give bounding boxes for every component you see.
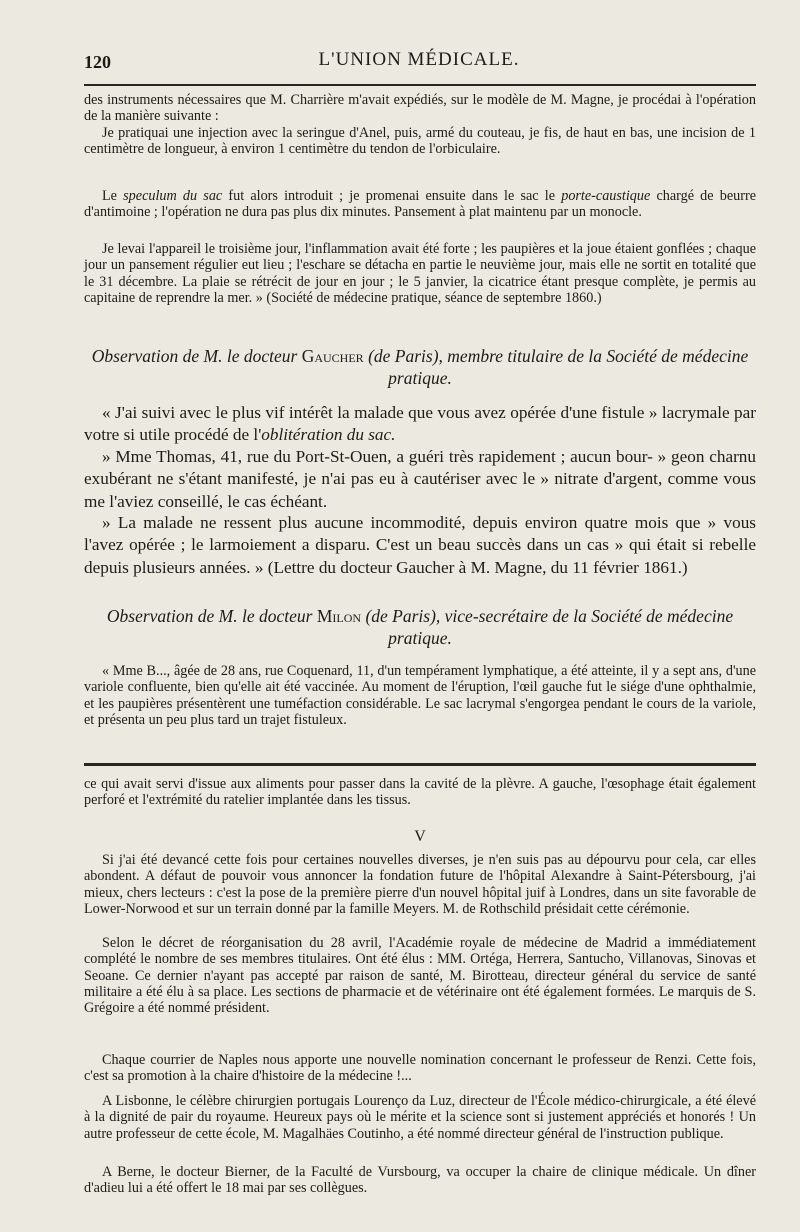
paragraph-academie-madrid: Selon le décret de réorganisation du 28 avril, l'Académie royale de médecine de Madrid a immédiatement complété le nombre de ses membres titulaires. Ont été élus : MM. Ortéga, Herrera, Santucho, Villanovas, Sinovas et Seoane. Ce dernier n'ayant pas accepté par raison de santé, M. Birotteau, directeur général du service de santé militaire a été élu à sa place. Les sections de pharmacie et de vétérinaire ont été également formées. Le marquis de S. Grégoire a été nommé président. (84, 935, 756, 1017)
paragraph-speculum: Le speculum du sac fut alors introduit ; je promenai ensuite dans le sac le porte-caustique chargé de beurre d'antimoine ; l'opération ne dura pas plus dix minutes. Pansement à plat maintenu par un monocle. (84, 188, 756, 221)
observation-gaucher-heading: Observation de M. le docteur Gaucher (de Paris), membre titulaire de la Société de médecine pratique. (91, 346, 749, 388)
paragraph-injection: Je pratiquai une injection avec la seringue d'Anel, puis, armé du couteau, je fis, de haut en bas, une incision de 1 centimètre de longueur, à environ 1 centimètre du tendon de l'orbiculaire. (84, 125, 756, 158)
paragraph-naples: Chaque courrier de Naples nous apporte une nouvelle nomination concernant le professeur de Renzi. Cette fois, c'est sa promotion à la chaire d'histoire de la médecine !... (84, 1052, 756, 1085)
milon-paragraph: « Mme B..., âgée de 28 ans, rue Coquenard, 11, d'un tempérament lymphatique, a été atteinte, il y a sept ans, d'une variole confluente, bien qu'elle ait été vaccinée. Au moment de l'éruption, l'œil gauche fut le siége d'une ophthalmie, et les paupières présentèrent une tuméfaction considérable. Le sac lacrymal s'engorgea pendant le cours de la variole, et présenta un peu plus tard un trajet fistuleux. (84, 663, 756, 728)
gaucher-letter-p2: » Mme Thomas, 41, rue du Port-St-Ouen, a guéri très rapidement ; aucun bour- » geon charnu exubérant ne s'étant manifesté, je n'ai pas eu à cautériser avec le » nitrate d'argent, comme vous me l'aviez conseillé, le cas échéant. (84, 447, 756, 511)
observation-milon-heading: Observation de M. le docteur Milon (de Paris), vice-secrétaire de la Société de médecine pratique. (106, 606, 734, 648)
running-title: L'UNION MÉDICALE. (318, 49, 520, 70)
paragraph-lisbonne: A Lisbonne, le célèbre chirurgien portugais Lourenço da Luz, directeur de l'École médico-chirurgicale, a été élevé à la dignité de pair du royaume. Heureux pays où le mérite et la science sont si justement appréciés et honorés ! Un autre professeur de cette école, M. Magalhäes Coutinho, a été nommé directeur général de l'instruction publique. (84, 1093, 756, 1142)
paragraph-instruments: des instruments nécessaires que M. Charrière m'avait expédiés, sur le modèle de M. Magne, je procédai à l'opération de la manière suivante : (84, 92, 756, 125)
feuilleton-continuation: ce qui avait servi d'issue aux aliments pour passer dans la cavité de la plèvre. A gauche, l'œsophage était également perforé et l'extrémité du ratelier implantée dans les tissus. (84, 776, 756, 809)
page-header (84, 44, 754, 78)
gaucher-letter-p3: » La malade ne ressent plus aucune incommodité, depuis environ quatre mois que » vous l'avez opérée ; le larmoiement a disparu. C'est un beau succès dans un cas » qui était si rebelle depuis plusieurs années. » (Lettre du docteur Gaucher à M. Magne, du 11 février 1861.) (84, 513, 756, 577)
gaucher-letter-p1: « J'ai suivi avec le plus vif intérêt la malade que vous avez opérée d'une fistule » lacrymale par votre si utile procédé de l'oblitération du sac. (84, 403, 756, 445)
paragraph-berne: A Berne, le docteur Bierner, de la Faculté de Vursbourg, va occuper la chaire de clinique médicale. Un dîner d'adieu lui a été offert le 18 mai par ses collègues. (84, 1164, 756, 1197)
page-number: 120 (84, 52, 111, 72)
feuilleton-rule (84, 763, 756, 766)
header-rule (84, 84, 756, 86)
section-number: V (414, 828, 426, 845)
paragraph-appareil: Je levai l'appareil le troisième jour, l'inflammation avait été forte ; les paupières et la joue étaient gonflées ; chaque jour un pansement régulier eut lieu ; l'eschare se détacha en partie le neuvième jour, mais elle ne sortit en totalité que le 31 décembre. La plaie se rétrécit de jour en jour ; le 5 janvier, la cicatrice étant presque complète, je permis au capitaine de reprendre la mer. » (Société de médecine pratique, séance de septembre 1860.) (84, 241, 756, 306)
paragraph-hopital-londres: Si j'ai été devancé cette fois pour certaines nouvelles diverses, je n'en suis pas au dépourvu pour cela, car elles abondent. A défaut de pouvoir vous annoncer la fondation future de l'hôpital Alexandre à Saint-Pétersbourg, j'ai mieux, chers lecteurs : c'est la pose de la première pierre d'un nouvel hôpital juif à Londres, dans un site favorable de Lower-Norwood et sur un terrain donné par la famille Meyers. M. de Rothschild présidait cette cérémonie. (84, 852, 756, 917)
